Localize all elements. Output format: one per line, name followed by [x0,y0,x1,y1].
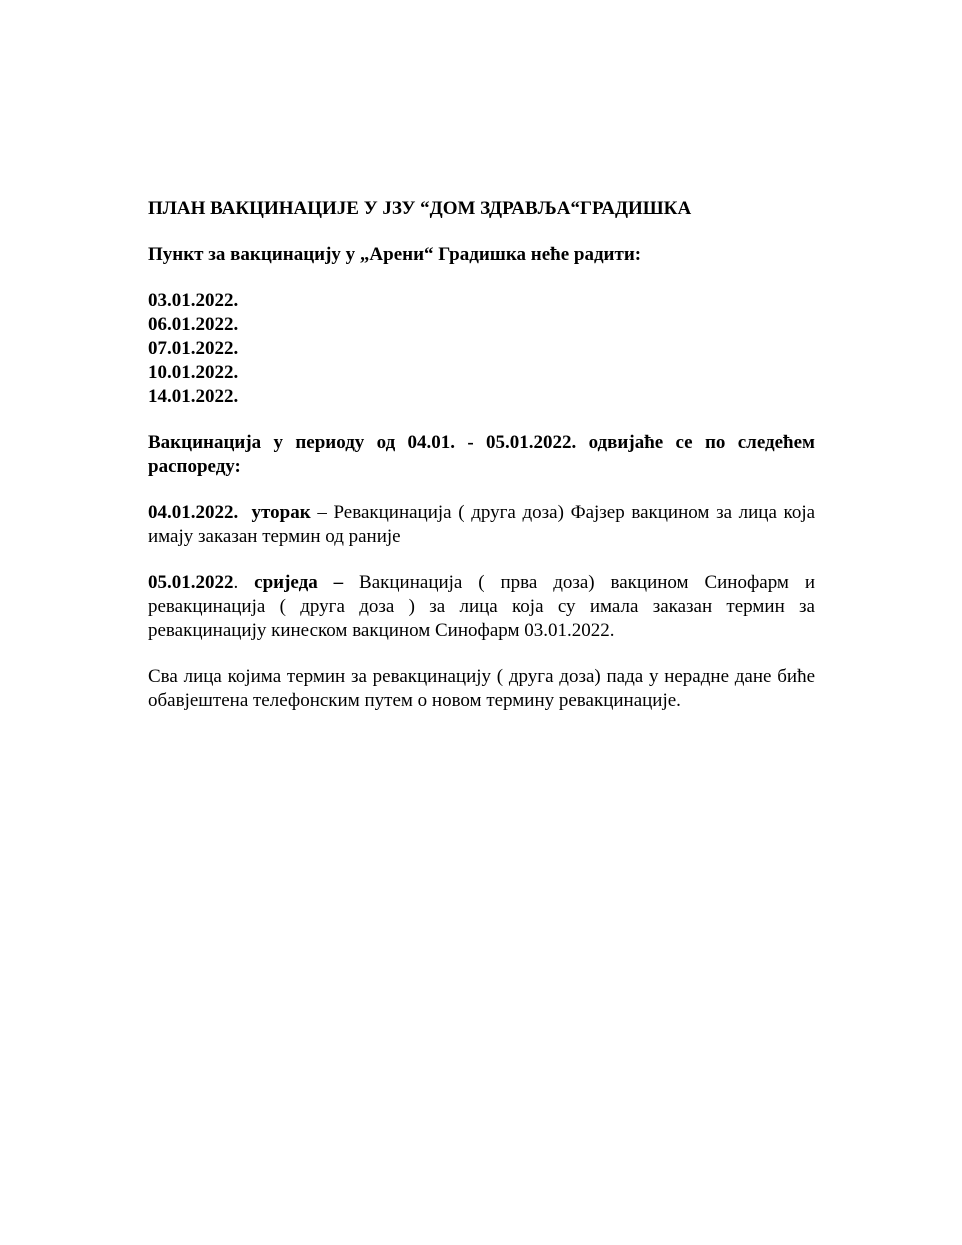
closed-date: 07.01.2022. [148,338,239,359]
notice-paragraph: Сва лица којима термин за ревакцинацију ( друга доза) пада у нерадне дане биће обавјештена телефонским путем о новом термину ревакцинације. [148,666,815,711]
schedule-heading: Вакцинација у периоду од 04.01. - 05.01.2022. одвијаће се по следећем распореду: [148,432,815,477]
closed-dates-list [148,289,815,409]
closed-date: 06.01.2022. [148,314,239,335]
closed-date: 03.01.2022. [148,290,239,311]
entry-text: Вакцинација ( прва доза) вакцином Синофарм и ревакцинација ( друга доза ) за лица која су имала заказан термин за ревакцинацију кинеском вакцином Синофарм 03.01.2022. [148,572,816,641]
entry-day: уторак [251,502,311,523]
schedule-entry-1 [148,501,815,549]
closed-date: 14.01.2022. [148,386,239,407]
entry-dash: – [317,502,327,523]
entry-date: 05.01.2022 [148,572,234,593]
closed-days-heading: Пункт за вакцинацију у „Арени“ Градишка неће радити: [148,244,642,265]
entry-date: 04.01.2022. [148,502,239,523]
closed-date: 10.01.2022. [148,362,239,383]
document-body [148,197,815,713]
document-title: ПЛАН ВАКЦИНАЦИЈЕ У ЈЗУ “ДОМ ЗДРАВЉА“ГРАДИШКА [148,198,692,219]
schedule-entry-2 [148,571,815,643]
entry-text: Ревакцинација ( друга доза) Фајзер вакцином за лица која имају заказан термин од раније [148,502,816,547]
entry-day: сриједа [254,572,318,593]
entry-dot: . [233,572,239,593]
entry-dash: – [333,572,344,593]
